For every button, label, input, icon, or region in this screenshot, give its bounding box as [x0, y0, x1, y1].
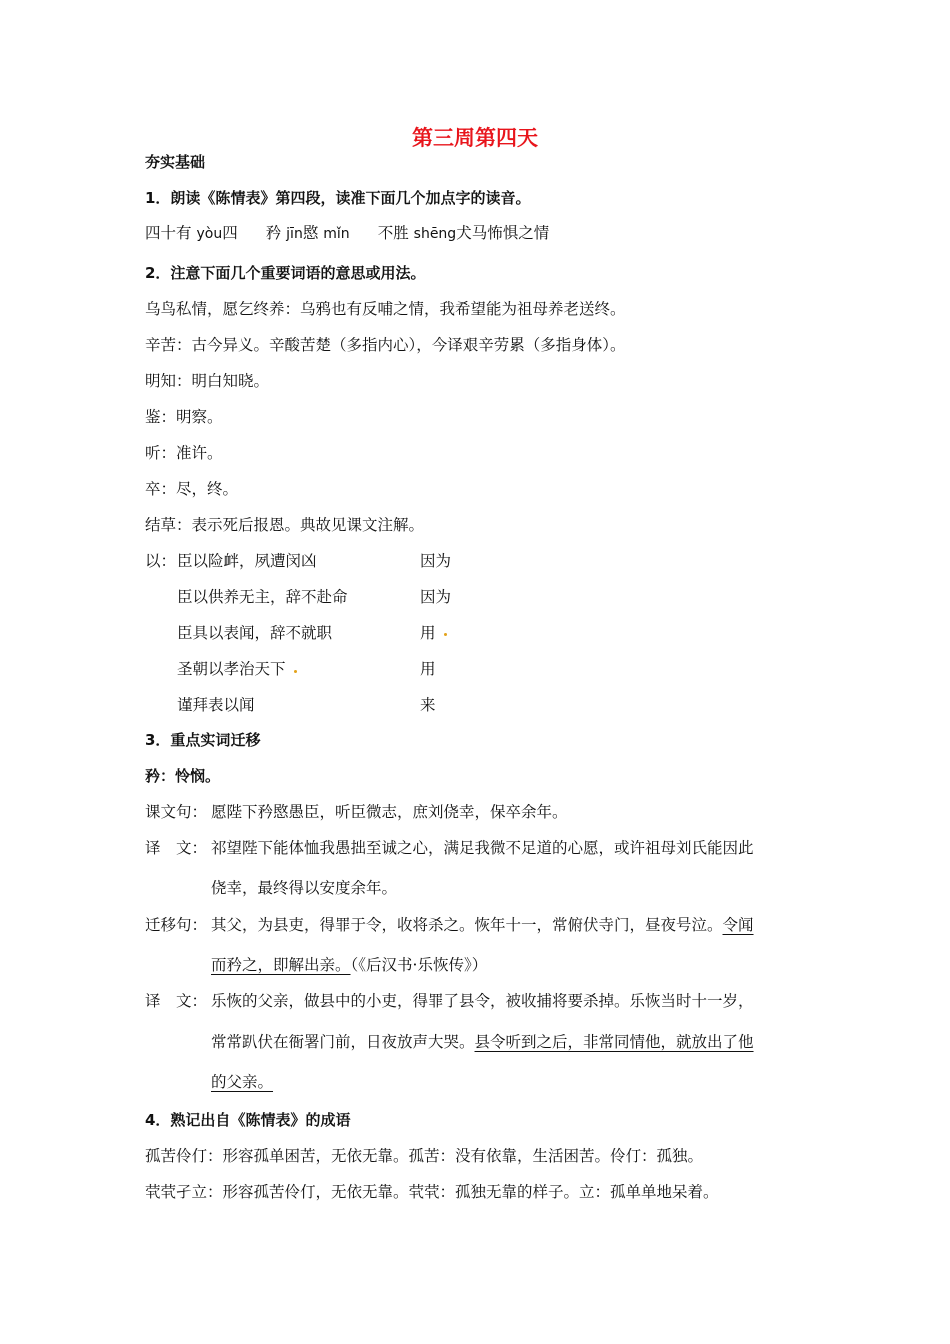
q2-line: 听：准许。	[145, 444, 223, 462]
q3-heading: 3．重点实词迁移	[145, 731, 261, 749]
idiom-line: 孤苦伶仃：形容孤单困苦，无依无靠。孤苦：没有依靠，生活困苦。伶仃：孤独。	[145, 1147, 704, 1165]
underlined-text: 而矜之，即解出亲。	[211, 956, 351, 974]
yi-meaning: 用	[420, 624, 436, 642]
underlined-text: 县令听到之后，非常同情他，就放出了他	[474, 1033, 754, 1051]
pinyin: jīn	[286, 226, 303, 242]
translation-line: 常常趴伏在衙署门前，日夜放声大哭。县令听到之后，非常同情他，就放出了他	[211, 1033, 754, 1051]
text-sentence: 愿陛下矜愍愚臣，听臣微志，庶刘侥幸，保卒余年。	[211, 803, 568, 821]
q2-line: 辛苦：古今异义。辛酸苦楚（多指内心），今译艰辛劳累（多指身体）。	[145, 336, 626, 354]
dot-mark	[444, 633, 447, 636]
idiom-line: 茕茕孑立：形容孤苦伶仃，无依无靠。茕茕：孤独无靠的样子。立：孤单单地呆着。	[145, 1183, 719, 1201]
translation-label: 译 文：	[145, 839, 208, 857]
q3-word: 矜：怜悯。	[145, 767, 221, 785]
pinyin: shēng	[413, 226, 457, 242]
text-label: 课文句：	[145, 803, 208, 821]
dotted-char: 有	[176, 224, 192, 242]
q2-heading: 2．注意下面几个重要词语的意思或用法。	[145, 264, 426, 282]
q1-pronunciation-line: 四十有 yòu四 矜 jīn愍 mǐn 不胜 shēng犬马怖惧之情	[145, 224, 550, 242]
dotted-char: 矜	[265, 224, 282, 242]
yi-sentence: 臣以供养无主，辞不赴命	[177, 588, 348, 606]
page-title: 第三周第四天	[412, 126, 538, 150]
q1-heading: 1．朗读《陈情表》第四段，读准下面几个加点字的读音。	[145, 189, 531, 207]
yi-sentence: 臣具以表闻，辞不就职	[177, 624, 333, 642]
translation-line	[211, 1071, 273, 1093]
yi-meaning: 因为	[420, 552, 452, 570]
q4-heading: 4．熟记出自《陈情表》的成语	[145, 1111, 351, 1129]
dot-mark	[294, 670, 297, 673]
yi-sentence: 圣朝以孝治天下	[177, 660, 286, 678]
underlined-text: 令闻	[722, 916, 754, 934]
transfer-line: 其父，为县吏，得罪于令，收将杀之。恢年十一，常俯伏寺门，昼夜号泣。令闻	[211, 916, 754, 934]
underlined-text: 的父亲。	[211, 1073, 274, 1091]
pinyin: yòu	[196, 226, 223, 242]
q2-line: 卒：尽，终。	[145, 480, 239, 498]
pinyin: mǐn	[323, 226, 350, 242]
translation-line: 祁望陛下能体恤我愚拙至诚之心，满足我微不足道的心愿，或许祖母刘氏能因此	[211, 839, 754, 857]
source-citation: （《后汉书·乐恢传》）	[350, 956, 488, 974]
section-heading: 夯实基础	[145, 153, 206, 171]
translation-label: 译 文：	[145, 992, 208, 1010]
yi-sentence: 谨拜表以闻	[177, 696, 255, 714]
yi-label: 以：	[145, 552, 177, 570]
q2-line: 结草：表示死后报恩。典故见课文注解。	[145, 516, 425, 534]
yi-sentence: 臣以险衅，夙遭闵凶	[177, 552, 317, 570]
dotted-char: 胜	[393, 224, 409, 242]
translation-line: 乐恢的父亲，做县中的小吏，得罪了县令，被收捕将要杀掉。乐恢当时十一岁，	[211, 992, 754, 1010]
dotted-char: 愍	[302, 224, 319, 242]
yi-meaning: 用	[420, 660, 436, 678]
q2-line: 乌鸟私情，愿乞终养：乌鸦也有反哺之情，我希望能为祖母养老送终。	[145, 300, 626, 318]
q2-line: 明知：明白知晓。	[145, 372, 270, 390]
transfer-line	[211, 954, 487, 976]
translation-line: 侥幸，最终得以安度余年。	[211, 879, 398, 897]
transfer-label: 迁移句：	[145, 916, 208, 934]
yi-meaning: 来	[420, 696, 436, 714]
q2-line: 鉴：明察。	[145, 408, 223, 426]
yi-meaning: 因为	[420, 588, 452, 606]
